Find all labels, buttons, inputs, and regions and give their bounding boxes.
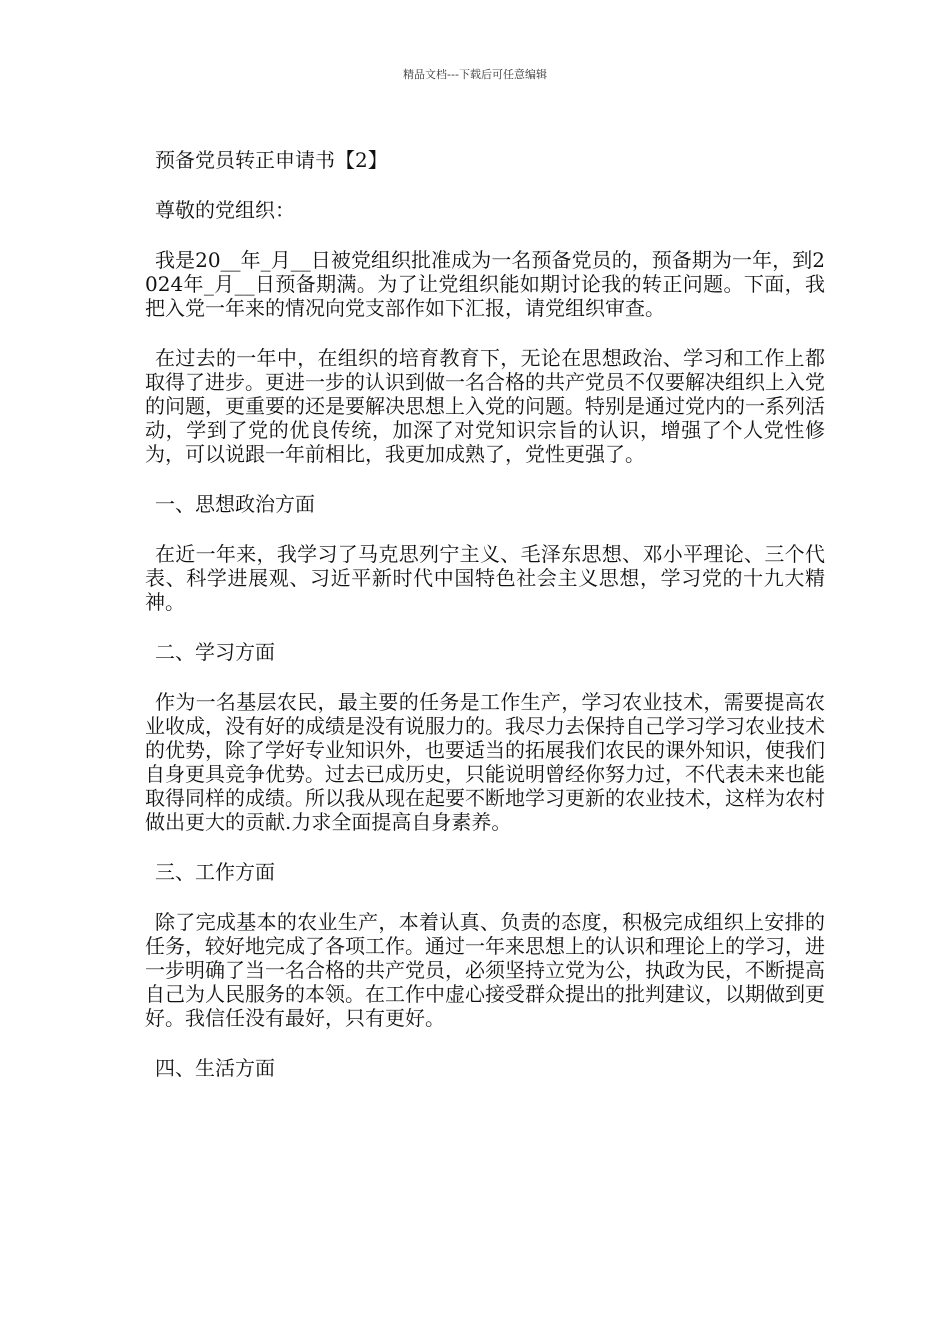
salutation: 尊敬的党组织： <box>155 198 295 222</box>
section-heading-life: 四、生活方面 <box>155 1056 275 1080</box>
intro-paragraph: 我是20__年_月__日被党组织批准成为一名预备党员的，预备期为一年，到2024年_月__日预备期满。为了让党组织能如期讨论我的转正问题。下面，我把入党一年来的情况向党支部作如下汇报，请党组织审查。 <box>145 248 825 320</box>
document-title: 预备党员转正申请书【2】 <box>155 148 388 172</box>
section-heading-study: 二、学习方面 <box>155 640 275 664</box>
section-body-study: 作为一名基层农民，最主要的任务是工作生产，学习农业技术，需要提高农业收成，没有好的成绩是没有说服力的。我尽力去保持自己学习学习农业技术的优势，除了学好专业知识外，也要适当的拓展我们农民的课外知识，使我们自身更具竞争优势。过去已成历史，只能说明曾经你努力过，不代表未来也能取得同样的成绩。所以我从现在起要不断地学习更新的农业技术，这样为农村做出更大的贡献.力求全面提高自身素养。 <box>145 690 825 834</box>
summary-paragraph: 在过去的一年中，在组织的培育教育下，无论在思想政治、学习和工作上都取得了进步。更进一步的认识到做一名合格的共产党员不仅要解决组织上入党的问题，更重要的还是要解决思想上入党的问题。特别是通过党内的一系列活动，学到了党的优良传统，加深了对党知识宗旨的认识，增强了个人党性修为，可以说跟一年前相比，我更加成熟了，党性更强了。 <box>145 346 825 466</box>
section-body-political: 在近一年来，我学习了马克思列宁主义、毛泽东思想、邓小平理论、三个代表、科学进展观、习近平新时代中国特色社会主义思想，学习党的十九大精神。 <box>145 542 825 614</box>
section-heading-political: 一、思想政治方面 <box>155 492 315 516</box>
document-body <box>145 148 825 1080</box>
page-header: 精品文档---下载后可任意编辑 <box>403 68 547 81</box>
section-heading-work: 三、工作方面 <box>155 860 275 884</box>
section-body-work: 除了完成基本的农业生产，本着认真、负责的态度，积极完成组织上安排的任务，较好地完成了各项工作。通过一年来思想上的认识和理论上的学习，进一步明确了当一名合格的共产党员，必须坚持立党为公，执政为民，不断提高自己为人民服务的本领。在工作中虚心接受群众提出的批判建议，以期做到更好。我信任没有最好，只有更好。 <box>145 910 825 1030</box>
